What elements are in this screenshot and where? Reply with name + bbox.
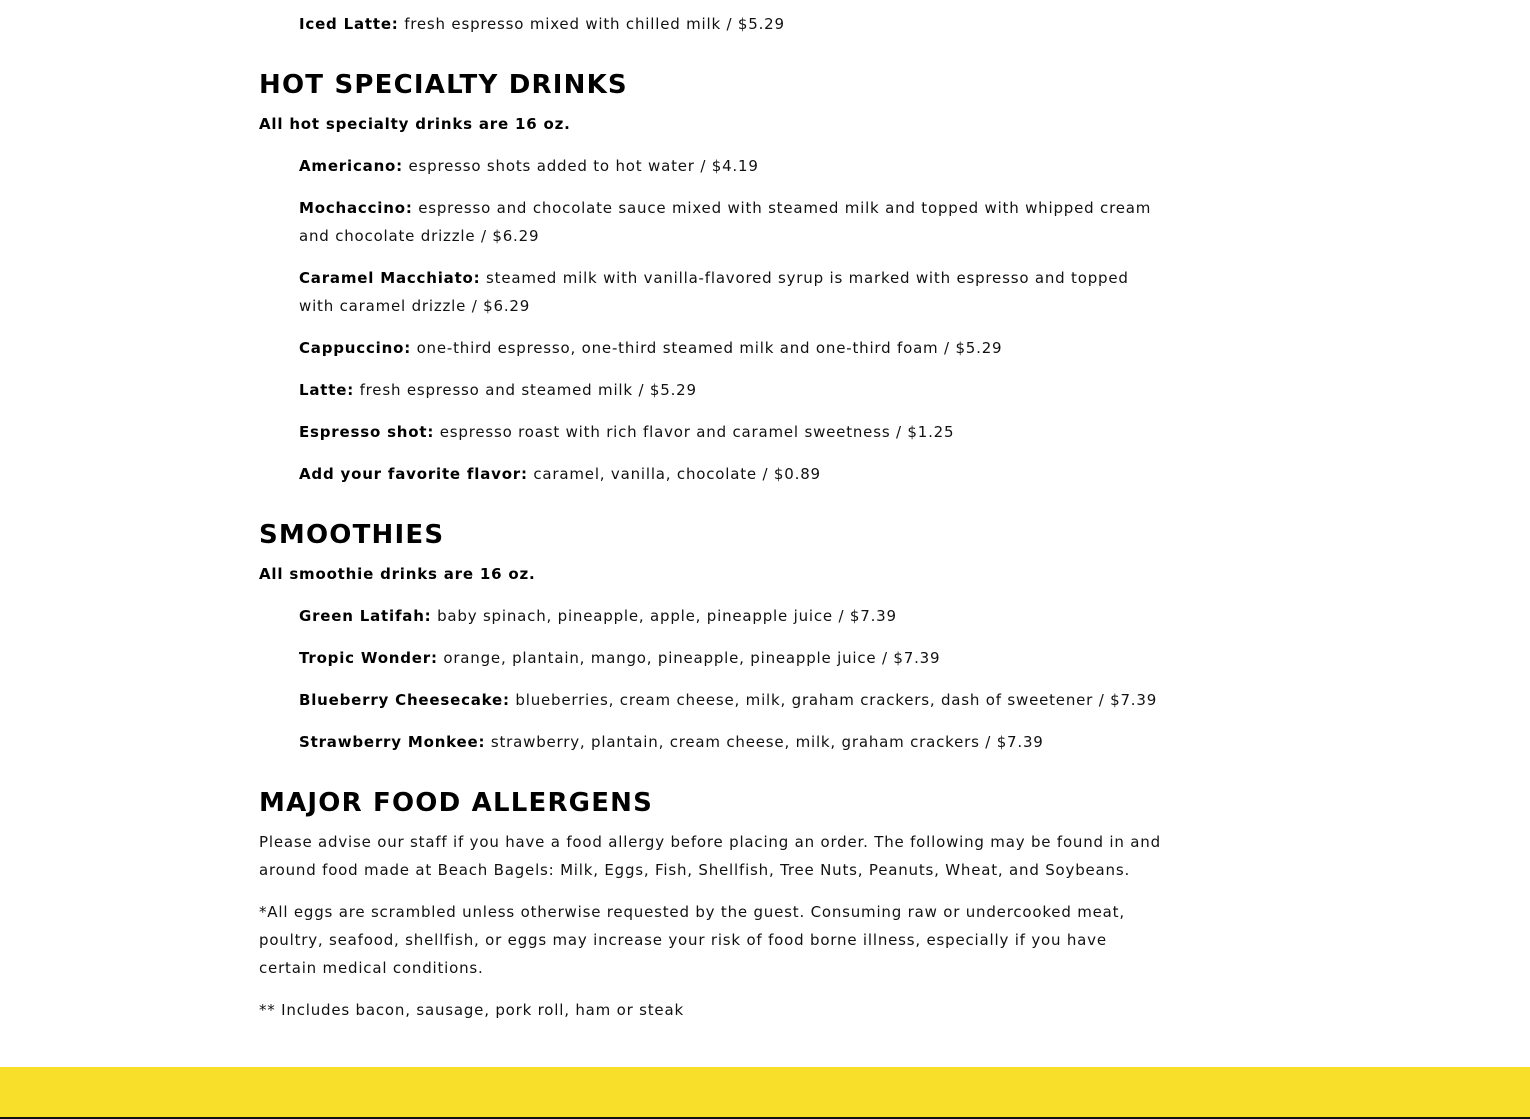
menu-item-description: espresso and chocolate sauce mixed with steamed milk and topped with whipped cream and chocolate drizzle / $6.29 [299,199,1152,245]
menu-item-caramel-macchiato [299,264,1169,320]
menu-item-name: Mochaccino: [299,199,413,217]
menu-item-description: strawberry, plantain, cream cheese, milk, graham crackers / $7.39 [490,733,1044,751]
menu-item-description: blueberries, cream cheese, milk, graham crackers, dash of sweetener / $7.39 [515,691,1158,709]
menu-item-mochaccino [299,194,1169,250]
menu-item-name: Strawberry Monkee: [299,733,486,751]
menu-item-name: Blueberry Cheesecake: [299,691,510,709]
menu-item-description: fresh espresso and steamed milk / $5.29 [359,381,697,399]
menu-item-description: one-third espresso, one-third steamed milk and one-third foam / $5.29 [416,339,1003,357]
menu-item-iced-latte [299,10,1169,38]
menu-item-description: orange, plantain, mango, pineapple, pineapple juice / $7.39 [443,649,941,667]
section-note-smoothies: All smoothie drinks are 16 oz. [259,565,536,583]
menu-item-description: fresh espresso mixed with chilled milk / $5.29 [404,15,785,33]
menu-item-description: baby spinach, pineapple, apple, pineapple juice / $7.39 [437,607,897,625]
menu-item-name: Americano: [299,157,403,175]
menu-item-name: Espresso shot: [299,423,435,441]
menu-item-name: Latte: [299,381,354,399]
menu-item-name: Add your favorite flavor: [299,465,528,483]
menu-item-americano [299,152,1169,180]
menu-item-description: espresso shots added to hot water / $4.19 [408,157,759,175]
section-title-hot-specialty: HOT SPECIALTY DRINKS [259,70,628,100]
section-note-hot-specialty: All hot specialty drinks are 16 oz. [259,115,571,133]
menu-item-name: Iced Latte: [299,15,399,33]
section-title-allergens: MAJOR FOOD ALLERGENS [259,788,654,818]
menu-item-name: Green Latifah: [299,607,432,625]
menu-item-description: caramel, vanilla, chocolate / $0.89 [533,465,821,483]
allergen-advisory-text: Please advise our staff if you have a food allergy before placing an order. The following may be found in and around food made at Beach Bagels: Milk, Eggs, Fish, Shellfish, Tree Nuts, Peanuts, Wheat, and Soybeans. [259,833,1161,879]
menu-item-description: steamed milk with vanilla-flavored syrup is marked with espresso and topped with caramel drizzle / $6.29 [299,269,1129,315]
menu-content [259,10,1169,1038]
egg-consumption-warning-text: *All eggs are scrambled unless otherwise requested by the guest. Consuming raw or undercooked meat, poultry, seafood, shellfish, or eggs may increase your risk of food borne illness, especially if you have certain medical conditions. [259,903,1125,977]
menu-item-espresso-shot [299,418,1169,446]
menu-item-description: espresso roast with rich flavor and caramel sweetness / $1.25 [439,423,955,441]
menu-item-green-latifah [299,602,1169,630]
meat-includes-note: ** Includes bacon, sausage, pork roll, ham or steak [259,1001,684,1019]
menu-item-latte [299,376,1169,404]
menu-item-name: Tropic Wonder: [299,649,438,667]
menu-item-blueberry-cheesecake [299,686,1169,714]
section-title-smoothies: SMOOTHIES [259,520,445,550]
menu-item-name: Cappuccino: [299,339,411,357]
menu-item-strawberry-monkee [299,728,1169,756]
menu-item-name: Caramel Macchiato: [299,269,481,287]
menu-item-tropic-wonder [299,644,1169,672]
footer-yellow-band [0,1067,1530,1117]
menu-item-add-flavor [299,460,1169,488]
menu-item-cappuccino [299,334,1169,362]
